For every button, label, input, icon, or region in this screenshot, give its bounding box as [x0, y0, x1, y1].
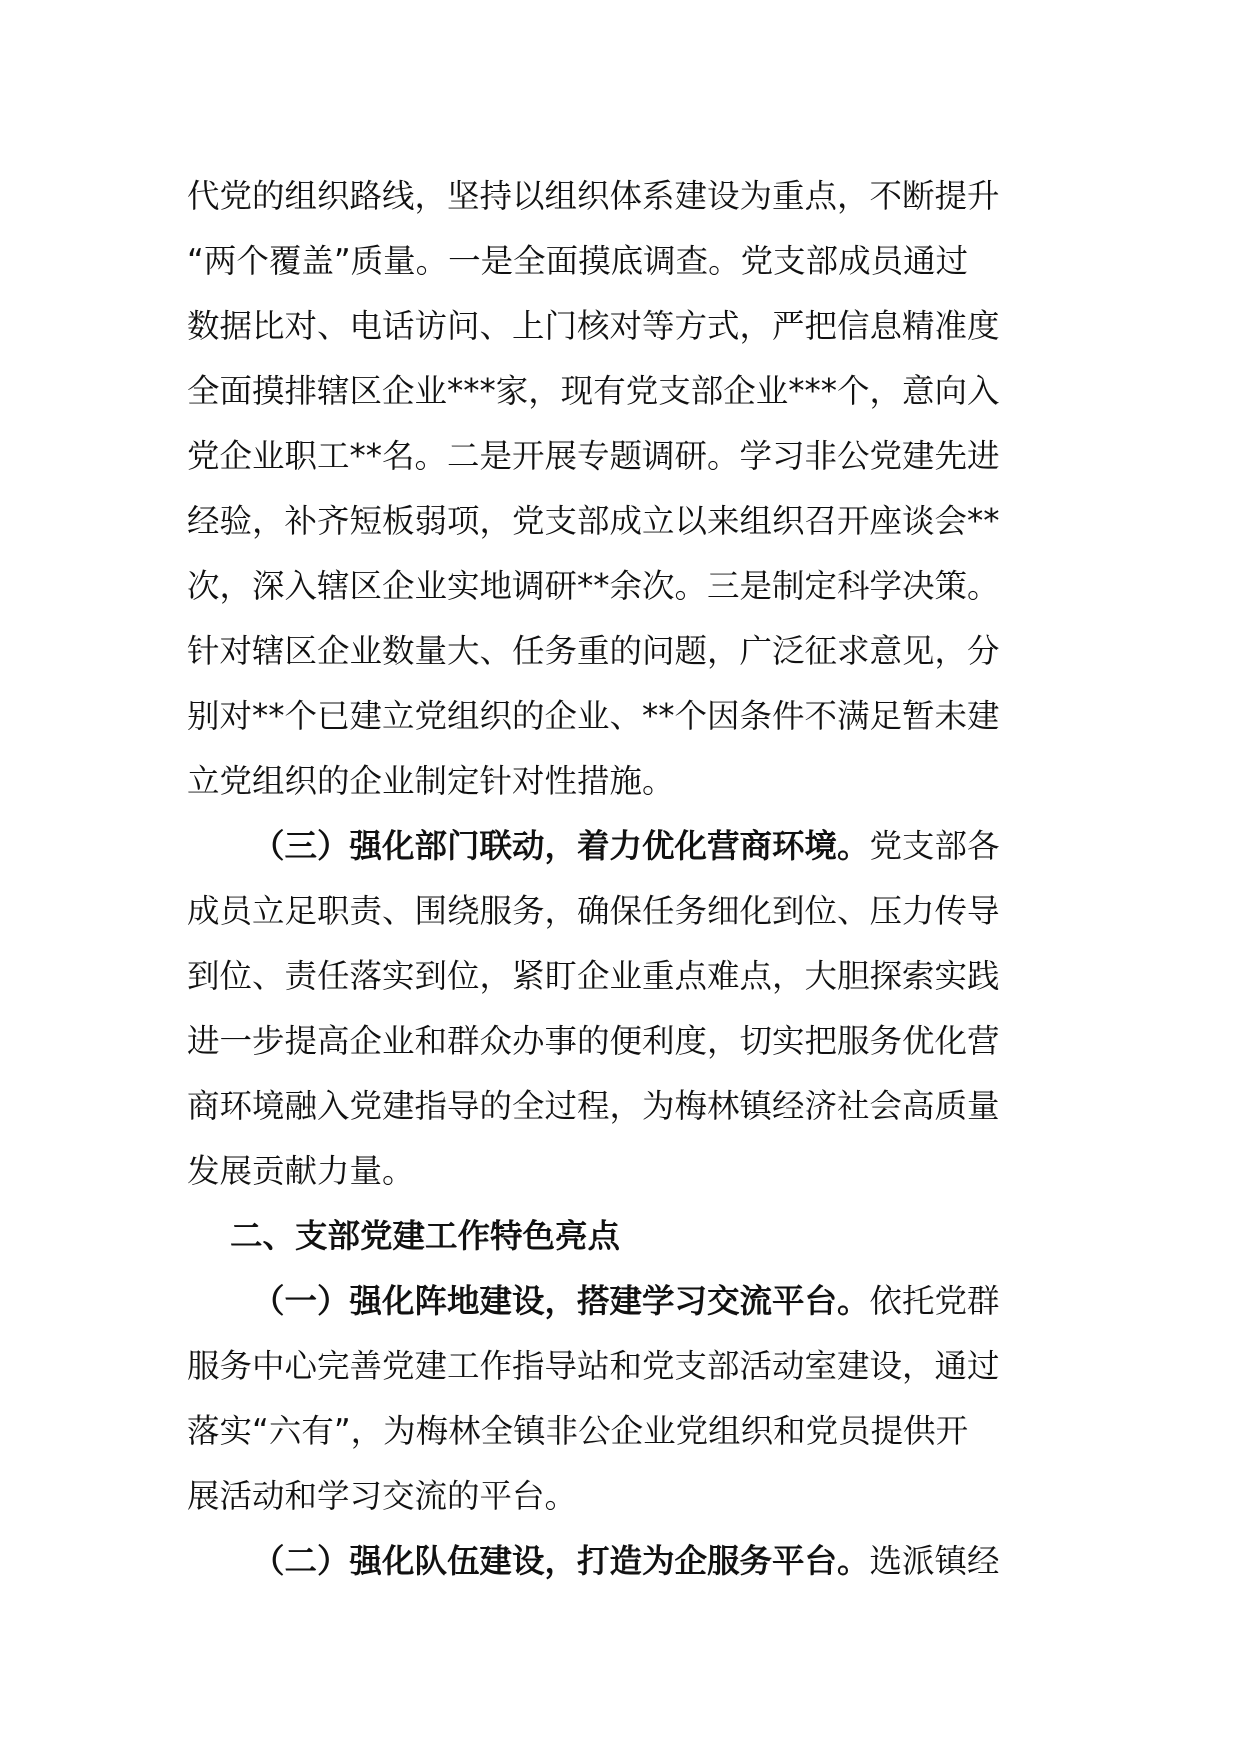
text-line: 别对**个已建立党组织的企业、**个因条件不满足暂未建	[187, 697, 1000, 735]
text-line: 次，深入辖区企业实地调研**余次。三是制定科学决策。	[187, 567, 1000, 605]
section-title: 二、支部党建工作特色亮点	[230, 1217, 621, 1255]
text-run: 依托党群	[869, 1282, 1000, 1320]
section-title-highlights	[187, 1204, 1060, 1269]
text-run: 选派镇经	[869, 1542, 1000, 1580]
text-line: 落实“六有”，为梅林全镇非公企业党组织和党员提供开	[187, 1412, 969, 1450]
text-line: 发展贡献力量。	[187, 1152, 415, 1190]
text-line: 全面摸排辖区企业***家，现有党支部企业***个，意向入	[187, 372, 1000, 410]
document-body	[187, 164, 1060, 1594]
text-line	[187, 1529, 1060, 1594]
text-line: 党企业职工**名。二是开展专题调研。学习非公党建先进	[187, 437, 1000, 475]
text-line: 展活动和学习交流的平台。	[187, 1477, 578, 1515]
paragraph-team-building	[187, 1529, 1060, 1594]
text-line: 数据比对、电话访问、上门核对等方式，严把信息精准度	[187, 307, 1000, 345]
text-line: 成员立足职责、围绕服务，确保任务细化到位、压力传导	[187, 892, 1000, 930]
section-heading-two: （二）强化队伍建设，打造为企服务平台。	[252, 1542, 870, 1580]
paragraph-organization-system	[187, 164, 1060, 814]
text-line	[187, 1269, 1060, 1334]
text-line: 到位、责任落实到位，紧盯企业重点难点，大胆探索实践	[187, 957, 1000, 995]
text-line: 经验，补齐短板弱项，党支部成立以来组织召开座谈会**	[187, 502, 1000, 540]
text-line: 立党组织的企业制定针对性措施。	[187, 762, 675, 800]
text-line: 商环境融入党建指导的全过程，为梅林镇经济社会高质量	[187, 1087, 1000, 1125]
text-line: 代党的组织路线，坚持以组织体系建设为重点，不断提升	[187, 177, 1000, 215]
section-heading-one: （一）强化阵地建设，搭建学习交流平台。	[252, 1282, 870, 1320]
text-line: “两个覆盖”质量。一是全面摸底调查。党支部成员通过	[187, 242, 969, 280]
section-heading-three: （三）强化部门联动，着力优化营商环境。	[252, 827, 870, 865]
text-line: 服务中心完善党建工作指导站和党支部活动室建设，通过	[187, 1347, 1000, 1385]
paragraph-department-linkage	[187, 814, 1060, 1204]
text-run: 党支部各	[869, 827, 1000, 865]
text-line	[187, 814, 1060, 879]
paragraph-position-building	[187, 1269, 1060, 1529]
text-line: 针对辖区企业数量大、任务重的问题，广泛征求意见，分	[187, 632, 1000, 670]
text-line: 进一步提高企业和群众办事的便利度，切实把服务优化营	[187, 1022, 1000, 1060]
